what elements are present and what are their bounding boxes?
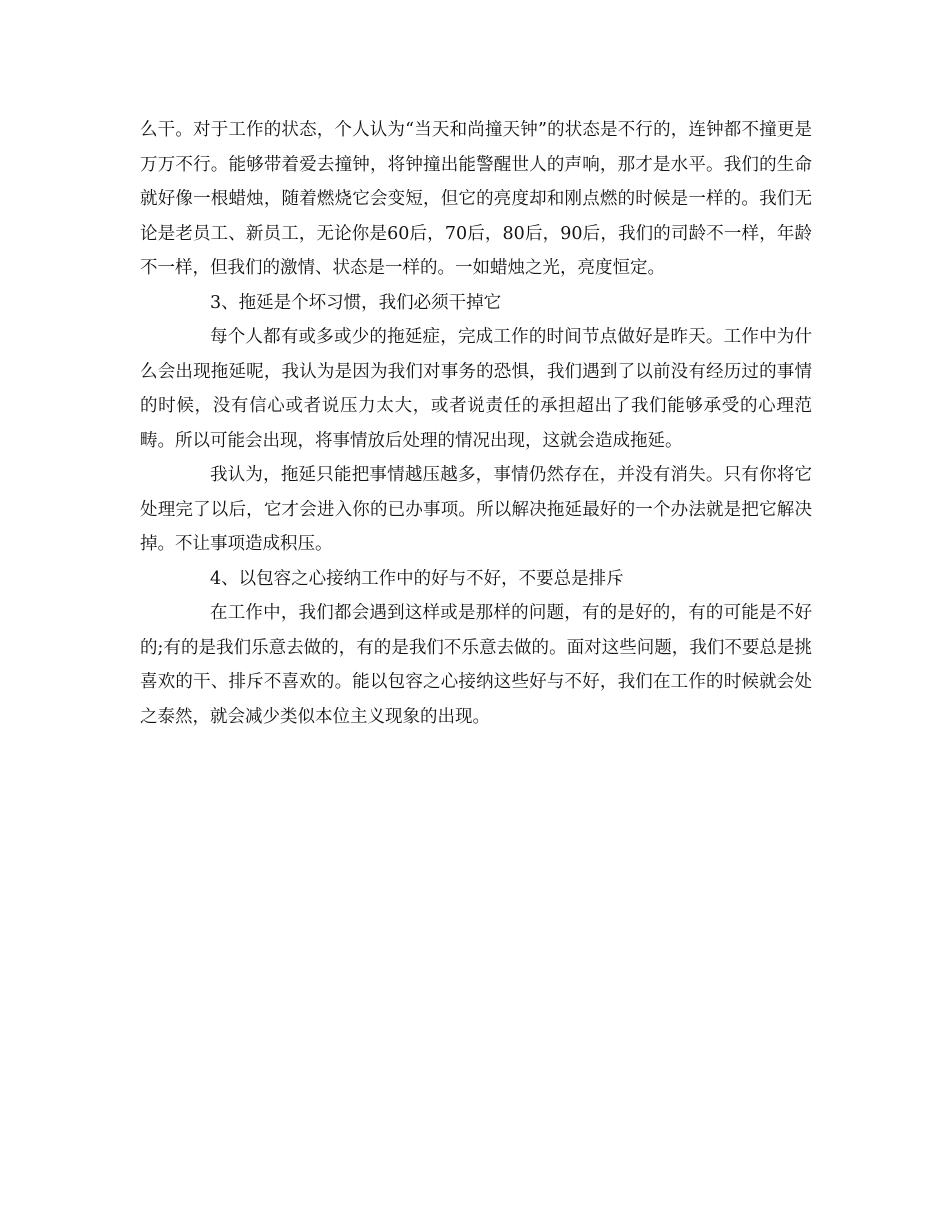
section-heading-3: 3、拖延是个坏习惯，我们必须干掉它 — [210, 292, 502, 313]
paragraph-procrastination-solution: 我认为，拖延只能把事情越压越多，事情仍然存在，并没有消失。只有你将它处理完了以后，它才会进入你的已办事项。所以解决拖延最好的一个办法就是把它解决掉。不让事项造成积压。 — [140, 465, 812, 554]
paragraph-procrastination-causes: 每个人都有或多或少的拖延症，完成工作的时间节点做好是昨天。工作中为什么会出现拖延呢，我认为是因为我们对事务的恐惧，我们遇到了以前没有经历过的事情的时候，没有信心或者说压力太大，或者说责任的承担超出了我们能够承受的心理范畴。所以可能会出现，将事情放后处理的情况出现，这就会造成拖延。 — [140, 327, 812, 451]
document-body — [140, 113, 812, 734]
paragraph-tolerance: 在工作中，我们都会遇到这样或是那样的问题，有的是好的，有的可能是不好的;有的是我们乐意去做的，有的是我们不乐意去做的。面对这些问题，我们不要总是挑喜欢的干、排斥不喜欢的。能以包容之心接纳这些好与不好，我们在工作的时候就会处之泰然，就会减少类似本位主义现象的出现。 — [140, 603, 812, 727]
section-heading-4: 4、以包容之心接纳工作中的好与不好，不要总是排斥 — [210, 568, 624, 589]
paragraph-continuation: 么干。对于工作的状态，个人认为“当天和尚撞天钟”的状态是不行的，连钟都不撞更是万万不行。能够带着爱去撞钟，将钟撞出能警醒世人的声响，那才是水平。我们的生命就好像一根蜡烛，随着燃烧它会变短，但它的亮度却和刚点燃的时候是一样的。我们无论是老员工、新员工，无论你是60后，70后，80后，90后，我们的司龄不一样，年龄不一样，但我们的激情、状态是一样的。一如蜡烛之光，亮度恒定。 — [140, 120, 812, 278]
